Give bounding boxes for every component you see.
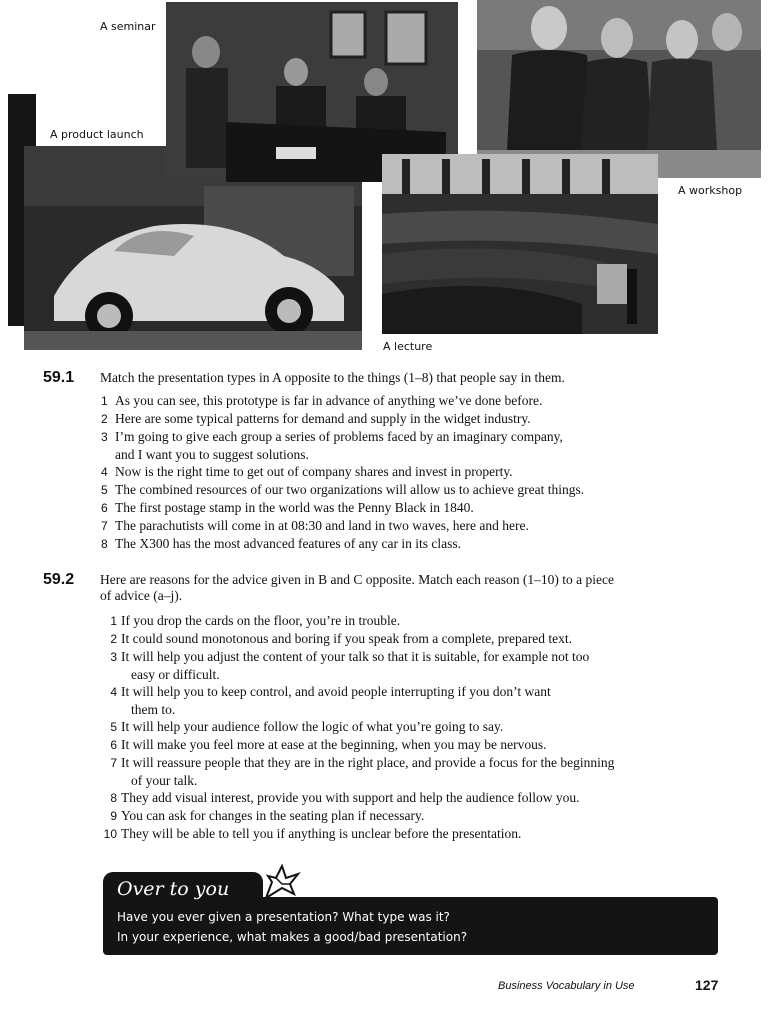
item-number: 6	[101, 501, 108, 515]
item-text: and I want you to suggest solutions.	[115, 447, 309, 462]
item-text: Now is the right time to get out of company shares and invest in property.	[115, 464, 513, 479]
item-text: of your talk.	[131, 773, 198, 788]
instructions-line: of advice (a–j).	[100, 588, 183, 603]
exercise-instructions: Match the presentation types in A opposite to the things (1–8) that people say in them.	[100, 370, 565, 385]
caption-lecture: A lecture	[383, 340, 433, 353]
item-text: They add visual interest, provide you with support and help the audience follow you.	[121, 790, 580, 805]
list-item	[101, 410, 741, 428]
exercise-number: 59.2	[43, 571, 75, 588]
item-number: 9	[110, 809, 117, 823]
list-item	[103, 612, 743, 630]
pointing-hand-icon	[262, 864, 302, 900]
list-item	[103, 630, 743, 648]
list-item	[103, 789, 743, 807]
list-item	[101, 481, 741, 499]
exercise-number: 59.1	[43, 369, 75, 386]
item-number: 3	[101, 430, 108, 444]
list-item	[101, 499, 741, 517]
caption-seminar: A seminar	[100, 20, 156, 33]
list-item	[101, 392, 741, 410]
item-text: Here are some typical patterns for demand and supply in the widget industry.	[115, 411, 531, 426]
item-text: You can ask for changes in the seating plan if necessary.	[121, 808, 425, 823]
item-text: The combined resources of our two organizations will allow us to achieve great things.	[115, 482, 585, 497]
list-item	[101, 517, 741, 535]
list-item	[103, 648, 743, 666]
item-number: 10	[103, 827, 117, 841]
over-to-you-question: Have you ever given a presentation? What type was it?	[117, 910, 450, 924]
item-text: It will reassure people that they are in the right place, and provide a focus for the beginning	[121, 755, 615, 770]
list-item-continuation	[103, 666, 743, 683]
list-item	[101, 463, 741, 481]
item-number: 3	[110, 650, 117, 664]
list-item	[101, 535, 741, 553]
page-number: 127	[695, 977, 719, 993]
list-item	[103, 754, 743, 772]
item-number: 4	[110, 685, 117, 699]
list-item	[103, 718, 743, 736]
book-title: Business Vocabulary in Use	[498, 980, 635, 992]
workshop-photo	[477, 0, 761, 178]
item-number: 1	[110, 614, 117, 628]
instructions-line: Here are reasons for the advice given in B and C opposite. Match each reason (1–10) to a piece	[100, 572, 614, 587]
item-text: The parachutists will come in at 08:30 and land in two waves, here and here.	[115, 518, 529, 533]
over-to-you-title: Over to you	[103, 872, 263, 904]
exercise-list	[103, 612, 743, 843]
item-text: I’m going to give each group a series of problems faced by an imaginary company,	[115, 429, 563, 444]
over-to-you-box	[103, 897, 718, 955]
item-number: 2	[110, 632, 117, 646]
item-number: 8	[101, 537, 108, 551]
list-item	[103, 807, 743, 825]
item-text: them to.	[131, 702, 176, 717]
list-item	[103, 683, 743, 701]
item-text: It will help you to keep control, and avoid people interrupting if you don’t want	[121, 684, 551, 699]
list-item-continuation	[101, 446, 741, 463]
item-number: 7	[110, 756, 117, 770]
item-number: 8	[110, 791, 117, 805]
item-text: They will be able to tell you if anything is unclear before the presentation.	[121, 826, 522, 841]
over-to-you-question: In your experience, what makes a good/bad presentation?	[117, 930, 468, 944]
item-number: 1	[101, 394, 108, 408]
list-item	[103, 736, 743, 754]
exercise-list	[101, 392, 741, 553]
item-number: 4	[101, 465, 108, 479]
item-text: The X300 has the most advanced features of any car in its class.	[115, 536, 462, 551]
item-number: 5	[101, 483, 108, 497]
item-text: The first postage stamp in the world was the Penny Black in 1840.	[115, 500, 474, 515]
item-text: It will help your audience follow the logic of what you’re going to say.	[121, 719, 504, 734]
list-item	[101, 428, 741, 446]
item-number: 2	[101, 412, 108, 426]
item-text: If you drop the cards on the floor, you’re in trouble.	[121, 613, 401, 628]
list-item-continuation	[103, 772, 743, 789]
exercise-instructions	[100, 572, 740, 604]
item-number: 5	[110, 720, 117, 734]
item-text: easy or difficult.	[131, 667, 220, 682]
item-text: It will help you adjust the content of your talk so that it is suitable, for example not too	[121, 649, 590, 664]
item-text: It could sound monotonous and boring if you speak from a complete, prepared text.	[121, 631, 573, 646]
lecture-photo	[382, 154, 658, 334]
item-number: 6	[110, 738, 117, 752]
item-text: As you can see, this prototype is far in advance of anything we’ve done before.	[115, 393, 543, 408]
item-number: 7	[101, 519, 108, 533]
item-text: It will make you feel more at ease at the beginning, when you may be nervous.	[121, 737, 547, 752]
caption-workshop: A workshop	[678, 184, 743, 197]
caption-product-launch: A product launch	[50, 128, 144, 141]
list-item-continuation	[103, 701, 743, 718]
list-item	[103, 825, 743, 843]
